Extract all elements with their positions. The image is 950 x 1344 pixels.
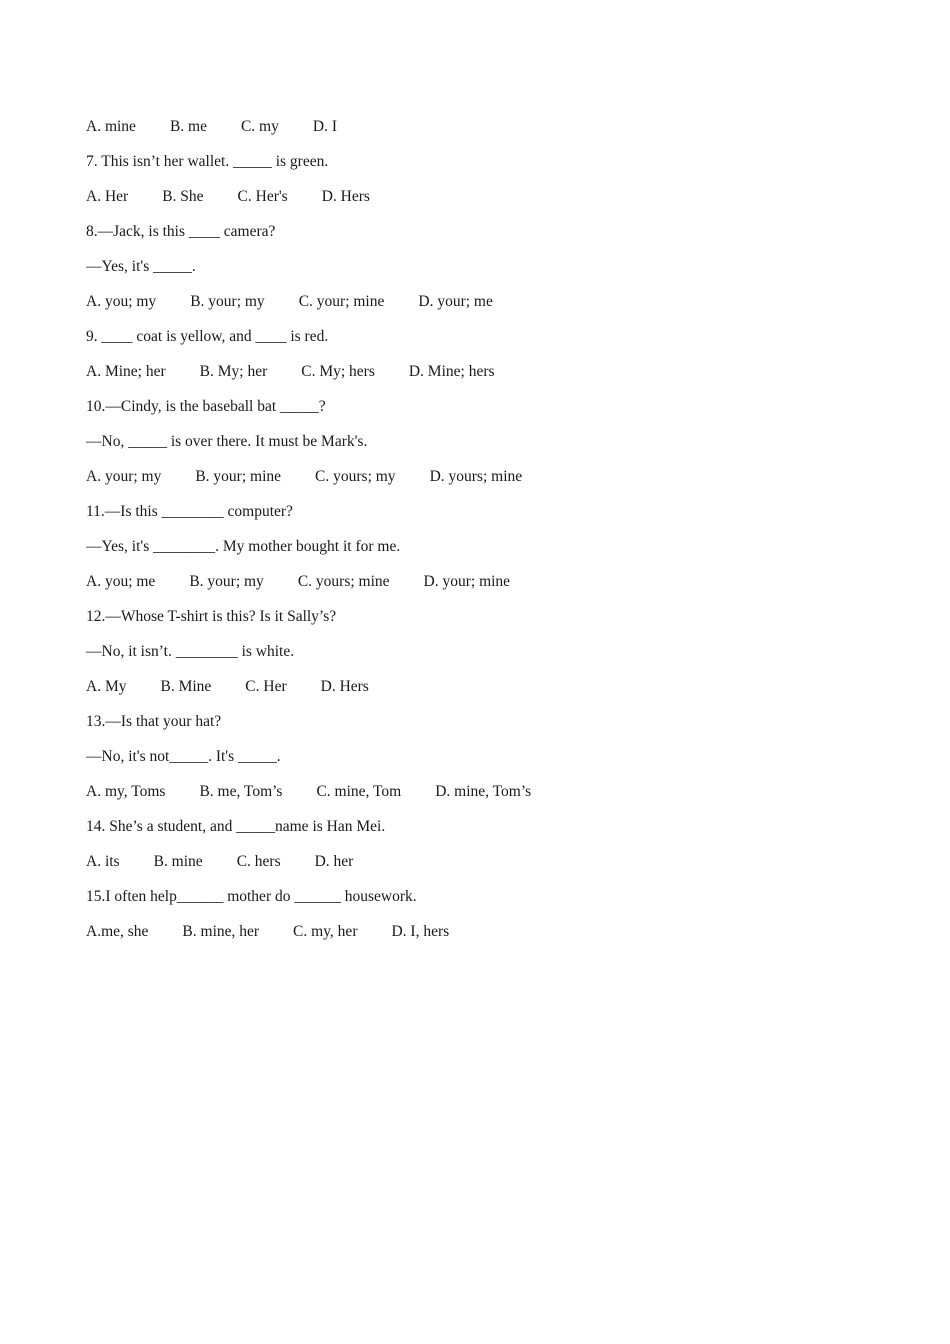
answer-option: D. your; mine (423, 573, 511, 590)
question-text: 9. ____ coat is yellow, and ____ is red. (86, 328, 329, 345)
answer-options (86, 849, 866, 884)
answer-option: D. yours; mine (429, 468, 523, 485)
answer-option: A. your; my (86, 468, 162, 485)
question-list (86, 114, 866, 954)
question-text: 8.—Jack, is this ____ camera? (86, 223, 276, 240)
answer-option: B. me, Tom’s (199, 783, 283, 800)
dialogue-line: —No, _____ is over there. It must be Mark's. (86, 433, 368, 450)
answer-option: A. Her (86, 188, 129, 205)
answer-option: B. Mine (160, 678, 212, 695)
question-text: 10.—Cindy, is the baseball bat _____? (86, 398, 326, 415)
answer-option: C. yours; my (315, 468, 396, 485)
answer-options (86, 359, 866, 394)
answer-option: D. your; me (418, 293, 493, 310)
answer-option: C. Her (245, 678, 287, 695)
dialogue-line: —No, it's not_____. It's _____. (86, 748, 281, 765)
answer-option: D. mine, Tom’s (435, 783, 532, 800)
answer-option: C. my, her (293, 923, 358, 940)
answer-options (86, 919, 866, 954)
answer-option: B. mine, her (182, 923, 260, 940)
answer-option: C. yours; mine (297, 573, 390, 590)
dialogue-line: —No, it isn’t. ________ is white. (86, 643, 295, 660)
answer-option: D. Mine; hers (408, 363, 495, 380)
question-text: 12.—Whose T-shirt is this? Is it Sally’s? (86, 608, 337, 625)
answer-option: A. you; me (86, 573, 156, 590)
answer-option: D. I, hers (391, 923, 450, 940)
question-text: 11.—Is this ________ computer? (86, 503, 293, 520)
answer-option: B. me (169, 118, 207, 135)
dialogue-line: —Yes, it's _____. (86, 258, 196, 275)
answer-option: C. your; mine (298, 293, 385, 310)
question-text: 14. She’s a student, and _____name is Han Mei. (86, 818, 386, 835)
question-text: 13.—Is that your hat? (86, 713, 222, 730)
question-text: 7. This isn’t her wallet. _____ is green. (86, 153, 329, 170)
answer-options (86, 779, 866, 814)
answer-option: A. Mine; her (86, 363, 166, 380)
answer-option: A. My (86, 678, 127, 695)
answer-option: A. its (86, 853, 120, 870)
answer-option: C. mine, Tom (316, 783, 402, 800)
answer-options (86, 674, 866, 709)
answer-option: B. your; my (189, 573, 264, 590)
answer-option: C. hers (236, 853, 281, 870)
answer-option: A. you; my (86, 293, 157, 310)
answer-options (86, 464, 866, 499)
answer-option: B. mine (153, 853, 203, 870)
answer-options (86, 184, 866, 219)
answer-option: A. my, Toms (86, 783, 166, 800)
answer-option: D. Hers (321, 188, 370, 205)
answer-option: B. She (162, 188, 204, 205)
answer-option: C. Her's (237, 188, 288, 205)
answer-option: B. your; my (190, 293, 265, 310)
answer-option: A.me, she (86, 923, 149, 940)
answer-option: A. mine (86, 118, 136, 135)
dialogue-line: —Yes, it's ________. My mother bought it for me. (86, 538, 401, 555)
answer-option: C. My; hers (301, 363, 375, 380)
answer-option: D. I (312, 118, 337, 135)
answer-option: D. her (314, 853, 354, 870)
answer-options (86, 114, 866, 149)
answer-options (86, 289, 866, 324)
answer-option: B. My; her (199, 363, 268, 380)
answer-option: D. Hers (320, 678, 369, 695)
answer-option: C. my (240, 118, 279, 135)
question-text: 15.I often help______ mother do ______ housework. (86, 888, 417, 905)
answer-options (86, 569, 866, 604)
answer-option: B. your; mine (195, 468, 282, 485)
